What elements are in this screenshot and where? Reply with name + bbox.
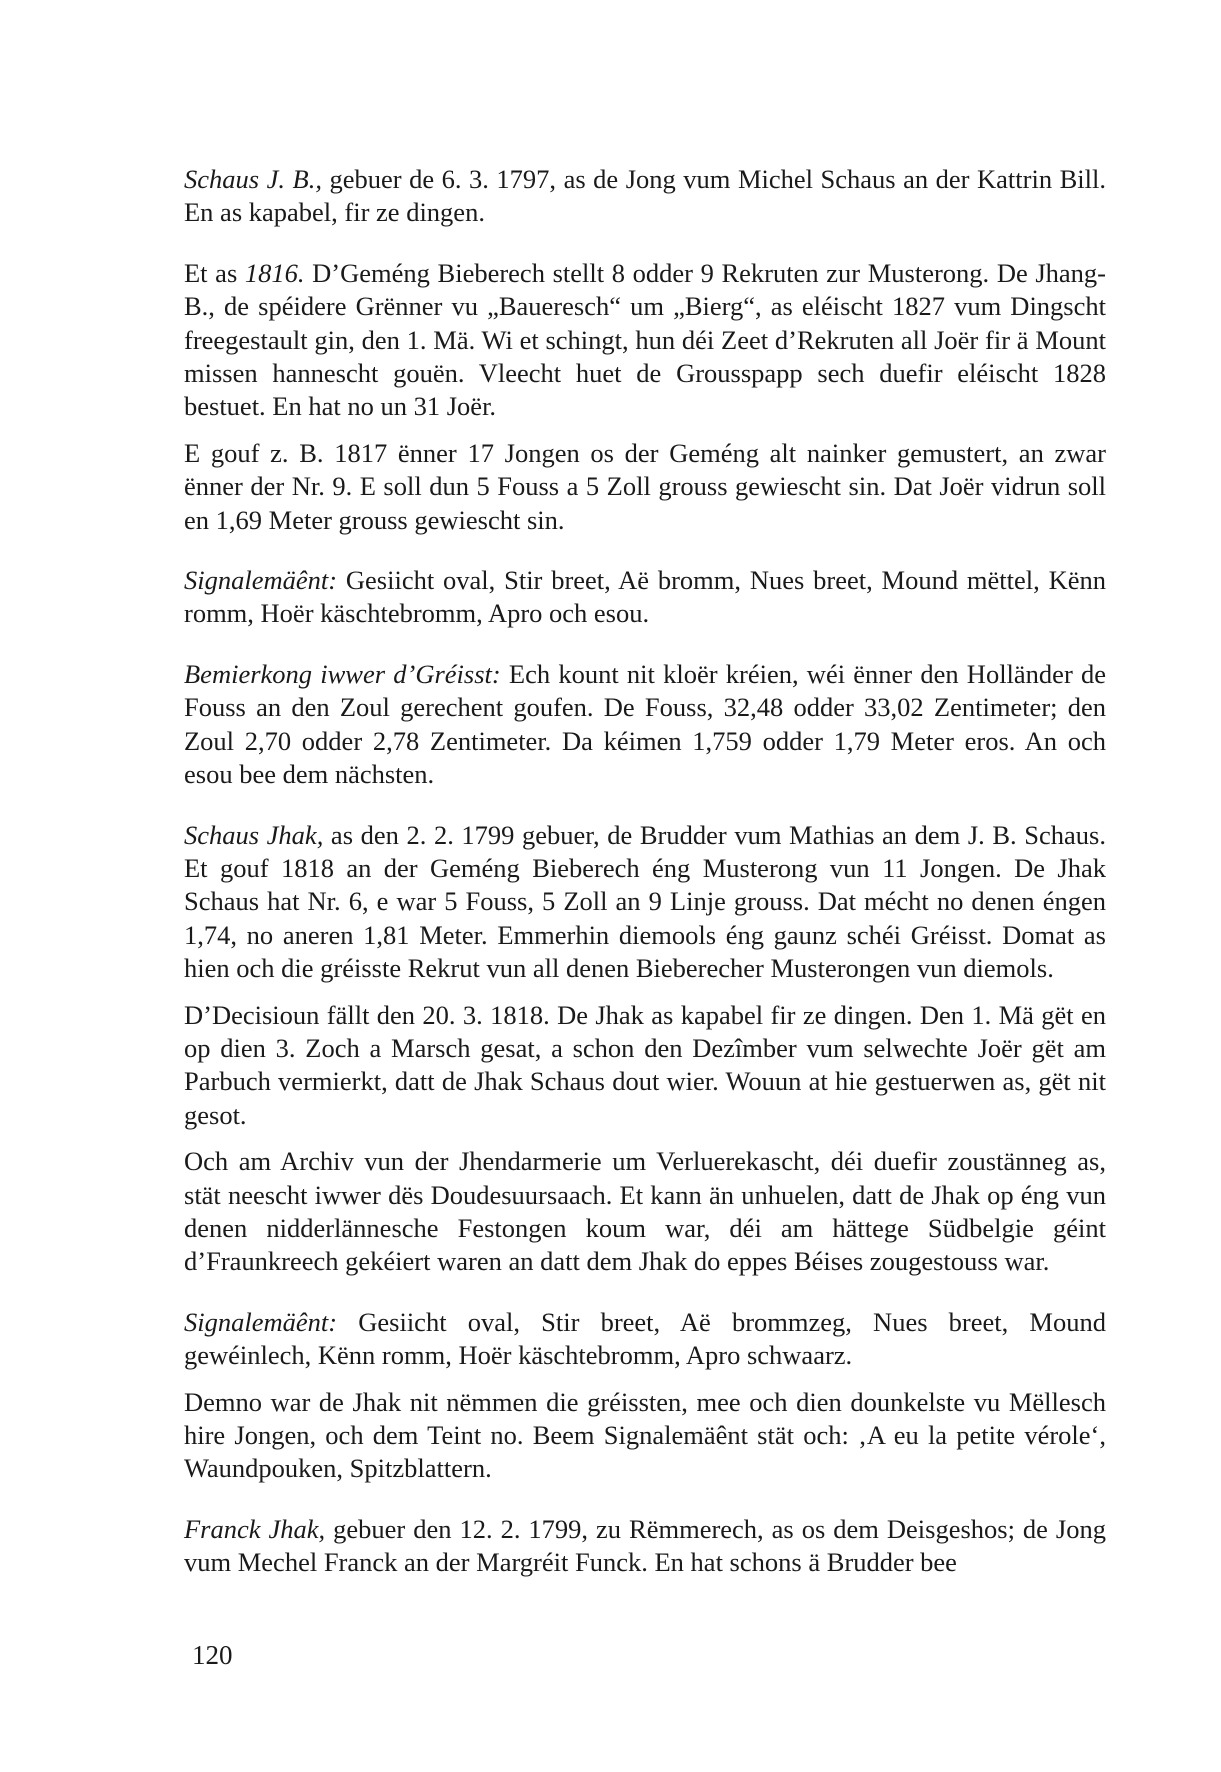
paragraph-text: Ech kount nit kloër kréien, wéi ënner den Holländer de Fouss an den Zoul gerechent goufen. De Fouss, 32,48 odder 33,02 Zentimeter; den Zoul 2,70 odder 2,78 Zentimeter. Da kéimen 1,759 odder 1,79 Meter eros. An och esou bee dem nächsten. [184,658,1106,790]
paragraph-text: gebuer den 12. 2. 1799, zu Rëmmerech, as os dem Deisgeshos; de Jong vum Mechel Franck an der Margréit Funck. En hat schons ä Brudder bee [184,1513,1106,1578]
paragraph-schaus-jhak [184,819,1106,986]
entry-name: Schaus J. B., [184,164,322,194]
section-label: Bemierkong iwwer d’Gréisst: [184,658,501,689]
paragraph-1816 [184,257,1106,424]
paragraph-signalement-2 [184,1306,1106,1373]
paragraph-text: D’Decisioun fällt den 20. 3. 1818. De Jhak as kapabel fir ze dingen. Den 1. Mä gët en op dien 3. Zoch a Marsch gesat, a schon den Dezîmber vum selwechte Joër gët am Parbuch vermierkt, datt de Jhak Schaus dout wier. Wouun at hie gestuerwen as, gët nit gesot. [184,999,1106,1130]
page-number: 120 [192,1640,233,1670]
paragraph-prefix: Et as [184,257,245,288]
paragraph-text: Demno war de Jhak nit nëmmen die gréissten, mee och dien dounkelste vu Mëllesch hire Jongen, och dem Teint no. Beem Signalemäênt stät och: ‚A eu la petite vérole‘, Waundpouken, Spitzblattern. [184,1386,1106,1484]
page-body [184,163,1106,1580]
paragraph-text: D’Geméng Bieberech stellt 8 odder 9 Rekruten zur Musterong. De Jhang-B., de spéidere Grënner vu „Baueresch“ um „Bierg“, as eléischt 1827 vum Dingscht freegestault gin, den 1. Mä. Wi et schingt, hun déi Zeet d’Rekruten all Joër fir ä Mount missen hannescht gouën. Vleecht huet de Grousspapp sech duefir eléischt 1828 bestuet. En hat no un 31 Joër. [184,257,1107,422]
section-label: Signalemäênt: [184,565,338,596]
paragraph-bemierkong [184,658,1106,792]
year-emphasis: 1816. [244,257,305,288]
section-label: Signalemäênt: [184,1306,338,1337]
paragraph-schaus-jb [184,163,1106,230]
paragraph-archiv [184,1145,1106,1279]
paragraph-text: Gesiicht oval, Stir breet, Aë brommzeg, Nues breet, Mound gewéinlech, Kënn romm, Hoër käschtebromm, Apro schwaarz. [184,1306,1106,1371]
paragraph-franck-jhak [184,1513,1106,1580]
paragraph-1817 [184,437,1106,537]
paragraph-text: as den 2. 2. 1799 gebuer, de Brudder vum Mathias an dem J. B. Schaus. Et gouf 1818 an der Geméng Bieberech éng Musterong vun 11 Jongen. De Jhak Schaus hat Nr. 6, e war 5 Fouss, 5 Zoll an 9 Linje grouss. Dat mécht no denen éngen 1,74, no aneren 1,81 Meter. Emmerhin diemools éng gaunz schéi Gréisst. Domat as hien och die gréisste Rekrut vun all denen Bieberecher Musterongen vun diemols. [184,819,1106,984]
entry-name: Franck Jhak, [184,1513,326,1544]
paragraph-text: E gouf z. B. 1817 ënner 17 Jongen os der Geméng alt nainker gemustert, an zwar ënner der Nr. 9. E soll dun 5 Fouss a 5 Zoll grouss gewiescht sin. Dat Joër vidrun soll en 1,69 Meter grouss gewiescht sin. [184,437,1106,535]
paragraph-signalement-1 [184,564,1106,631]
paragraph-text: Och am Archiv vun der Jhendarmerie um Verluerekascht, déi duefir zoustänneg as, stät neescht iwwer dës Doudesuursaach. Et kann än unhuelen, datt de Jhak op éng vun denen nidderlännesche Festongen koum war, déi am hättege Südbelgie géint d’Fraunkreech gekéiert waren an datt dem Jhak do eppes Béises zougestouss war. [184,1146,1106,1277]
entry-name: Schaus Jhak, [184,819,324,850]
paragraph-text: gebuer de 6. 3. 1797, as de Jong vum Michel Schaus an der Kattrin Bill. En as kapabel, fir ze dingen. [184,164,1106,228]
paragraph-text: Gesiicht oval, Stir breet, Aë bromm, Nues breet, Mound mëttel, Kënn romm, Hoër käschtebromm, Apro och esou. [184,565,1106,629]
paragraph-demno [184,1386,1106,1486]
paragraph-decisioun [184,999,1106,1133]
